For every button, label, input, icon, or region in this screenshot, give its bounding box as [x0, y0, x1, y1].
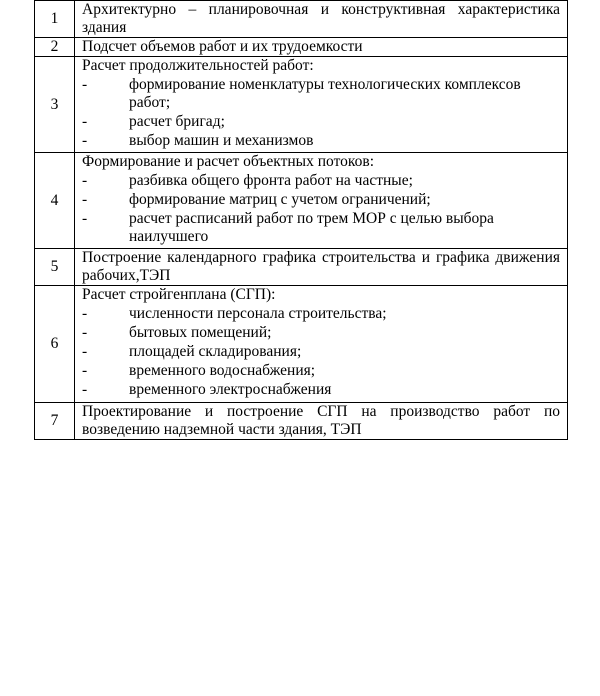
- list-item-text: формирование матриц с учетом ограничений;: [129, 191, 431, 208]
- table-row: [35, 38, 568, 57]
- row-content: [75, 153, 568, 249]
- row-content: [75, 249, 568, 286]
- dash-marker: -: [82, 76, 88, 93]
- list-item: [82, 76, 560, 112]
- dash-marker: -: [82, 191, 88, 208]
- row-text: Построение календарного графика строительства и графика движения рабочих,ТЭП: [82, 249, 560, 284]
- row-content: [75, 286, 568, 403]
- work-plan-table: [34, 0, 568, 440]
- table-row: [35, 403, 568, 440]
- row-content: [75, 57, 568, 153]
- dash-marker: -: [82, 210, 88, 227]
- row-heading: Расчет продолжительностей работ:: [82, 57, 314, 74]
- row-number: 2: [35, 38, 75, 57]
- table-row: [35, 153, 568, 249]
- row-text: Подсчет объемов работ и их трудоемкости: [82, 38, 363, 55]
- list-item-text: временного водоснабжения;: [129, 362, 316, 379]
- dash-marker: -: [82, 172, 88, 189]
- list-item: [82, 113, 560, 131]
- row-heading: Формирование и расчет объектных потоков:: [82, 153, 375, 170]
- dash-marker: -: [82, 343, 88, 360]
- dash-marker: -: [82, 305, 88, 322]
- row-text: Проектирование и построение СГП на производство работ по возведению надземной части здания, ТЭП: [82, 403, 560, 438]
- list-item-text: численности персонала строительства;: [129, 305, 387, 322]
- list-item-text: разбивка общего фронта работ на частные;: [129, 172, 413, 189]
- list-item: [82, 362, 560, 380]
- row-content: [75, 403, 568, 440]
- row-text: Архитектурно – планировочная и конструктивная характеристика здания: [82, 1, 560, 36]
- list-item-text: бытовых помещений;: [129, 324, 272, 341]
- list-item-text: временного электроснабжения: [129, 381, 332, 398]
- row-number: 5: [35, 249, 75, 286]
- list-item: [82, 305, 560, 323]
- table-row: [35, 286, 568, 403]
- list-item: [82, 172, 560, 190]
- row-number: 4: [35, 153, 75, 249]
- row-heading: Расчет стройгенплана (СГП):: [82, 286, 276, 303]
- row-number: 7: [35, 403, 75, 440]
- list-item-text: выбор машин и механизмов: [129, 132, 314, 149]
- table-row: [35, 57, 568, 153]
- row-number: 3: [35, 57, 75, 153]
- list-item-text: площадей складирования;: [129, 343, 302, 360]
- list-item-text: расчет расписаний работ по трем МОР с целью выбора наилучшего: [129, 210, 494, 245]
- table-row: [35, 1, 568, 38]
- table-row: [35, 249, 568, 286]
- list-item-text: расчет бригад;: [129, 113, 225, 130]
- row-content: [75, 38, 568, 57]
- dash-marker: -: [82, 362, 88, 379]
- dash-marker: -: [82, 113, 88, 130]
- row-number: 1: [35, 1, 75, 38]
- row-number: 6: [35, 286, 75, 403]
- list-item: [82, 191, 560, 209]
- list-item-text: формирование номенклатуры технологических комплексов работ;: [129, 76, 521, 111]
- list-item: [82, 324, 560, 342]
- dash-marker: -: [82, 132, 88, 149]
- dash-marker: -: [82, 381, 88, 398]
- row-content: [75, 1, 568, 38]
- list-item: [82, 132, 560, 150]
- dash-marker: -: [82, 324, 88, 341]
- list-item: [82, 381, 560, 399]
- list-item: [82, 210, 560, 246]
- list-item: [82, 343, 560, 361]
